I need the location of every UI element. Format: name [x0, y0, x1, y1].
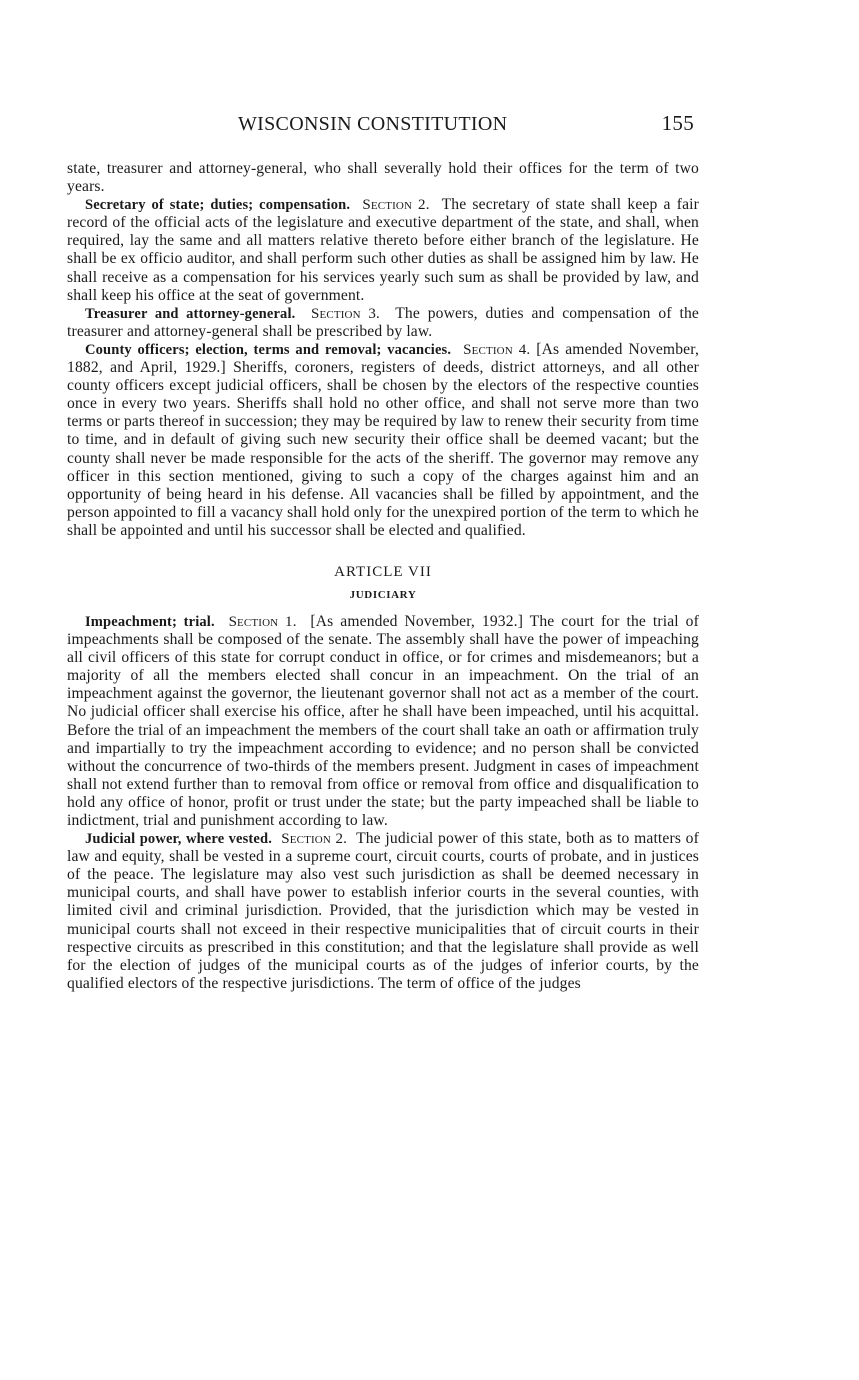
section-heading: Impeachment; trial.: [85, 613, 215, 630]
section-heading: Judicial power, where vested.: [85, 831, 272, 848]
section-number: Section 4.: [463, 341, 531, 358]
document-page: [67, 110, 699, 993]
running-title: WISCONSIN CONSTITUTION: [238, 113, 508, 135]
paragraph-secretary-of-state: [67, 196, 699, 305]
paragraph-continued: state, treasurer and attorney-general, who shall severally hold their offices for the term of two years.: [67, 160, 699, 196]
section-text: [As amended November, 1932.] The court for the trial of impeachments shall be composed of the senate. The assembly shall have the power of impeaching all civil officers of this state for corrupt conduct in office, or for crimes and misdemeanors; but a majority of all the members elected shall concur in an impeachment. On the trial of an impeachment against the governor, the lieutenant governor shall not act as a member of the court. No judicial officer shall exercise his office, after he shall have been impeached, until his acquittal. Before the trial of an impeachment the members of the court shall take an oath or affirmation truly and impartially to try the impeachment according to evidence; and no person shall be convicted without the concurrence of two-thirds of the members present. Judgment in cases of impeachment shall not extend further than to removal from office or removal from office and disqualification to hold any office of honor, profit or trust under the state; but the party impeached shall be liable to indictment, trial and punishment according to law.: [67, 612, 699, 829]
section-heading: Secretary of state; duties; compensation.: [85, 197, 351, 214]
section-text: The secretary of state shall keep a fair record of the official acts of the legislature and executive department of the state, and shall, when required, lay the same and all matters relative thereto before either branch of the legislature. He shall be ex officio auditor, and shall perform such other duties as shall be assigned him by law. He shall receive as a compensation for his services yearly such sum as shall be provided by law, and shall keep his office at the seat of government.: [67, 196, 699, 304]
section-text: [As amended November, 1882, and April, 1929.] Sheriffs, coroners, registers of deeds, district attorneys, and all other county officers except judicial officers, shall be chosen by the electors of the respective counties once in every two years. Sheriffs shall hold no other office, and shall not serve more than two terms or parts thereof in succession; they may be required by law to renew their security from time to time, and in default of giving such new security their office shall be deemed vacant; but the county shall never be made responsible for the acts of the sheriff. The governor may remove any officer in this section mentioned, giving to such a copy of the charges against him and an opportunity of being heard in his defense. All vacancies shall be filled by appointment, and the person appointed to fill a vacancy shall hold only for the unexpired portion of the term to which he shall be appointed and until his successor shall be elected and qualified.: [67, 340, 699, 539]
section-number: Section 3.: [311, 305, 380, 322]
section-text: The powers, duties and compensation of the treasurer and attorney-general shall be prescribed by law.: [67, 304, 699, 340]
article-subtitle: JUDICIARY: [349, 588, 417, 601]
section-heading: Treasurer and attorney-general.: [85, 305, 296, 322]
running-header: [67, 110, 699, 140]
section-number: Section 1.: [228, 613, 297, 630]
section-text: The judicial power of this state, both as to matters of law and equity, shall be vested in a supreme court, circuit courts, courts of probate, and in justices of the peace. The legislature may also vest such jurisdiction as shall be deemed necessary in municipal courts, and shall have power to establish inferior courts in the several counties, with limited civil and criminal jurisdiction. Provided, that the jurisdiction which may be vested in municipal courts shall not exceed in their respective municipalities that of circuit courts in their respective circuits as prescribed in this constitution; and that the legislature shall provide as well for the election of judges of the municipal courts as of the judges of inferior courts, by the qualified electors of the respective jurisdictions. The term of office of the judges: [67, 830, 699, 992]
paragraph-impeachment: [67, 613, 699, 830]
section-number: Section 2.: [281, 831, 348, 848]
paragraph-county-officers: [67, 341, 699, 540]
article-title: ARTICLE VII: [334, 563, 432, 580]
body-text: [67, 160, 699, 993]
page-number: 155: [661, 111, 694, 135]
paragraph-judicial-power: [67, 830, 699, 993]
paragraph-treasurer: [67, 305, 699, 341]
section-number: Section 2.: [362, 197, 430, 214]
section-heading: County officers; election, terms and removal; vacancies.: [85, 341, 452, 358]
